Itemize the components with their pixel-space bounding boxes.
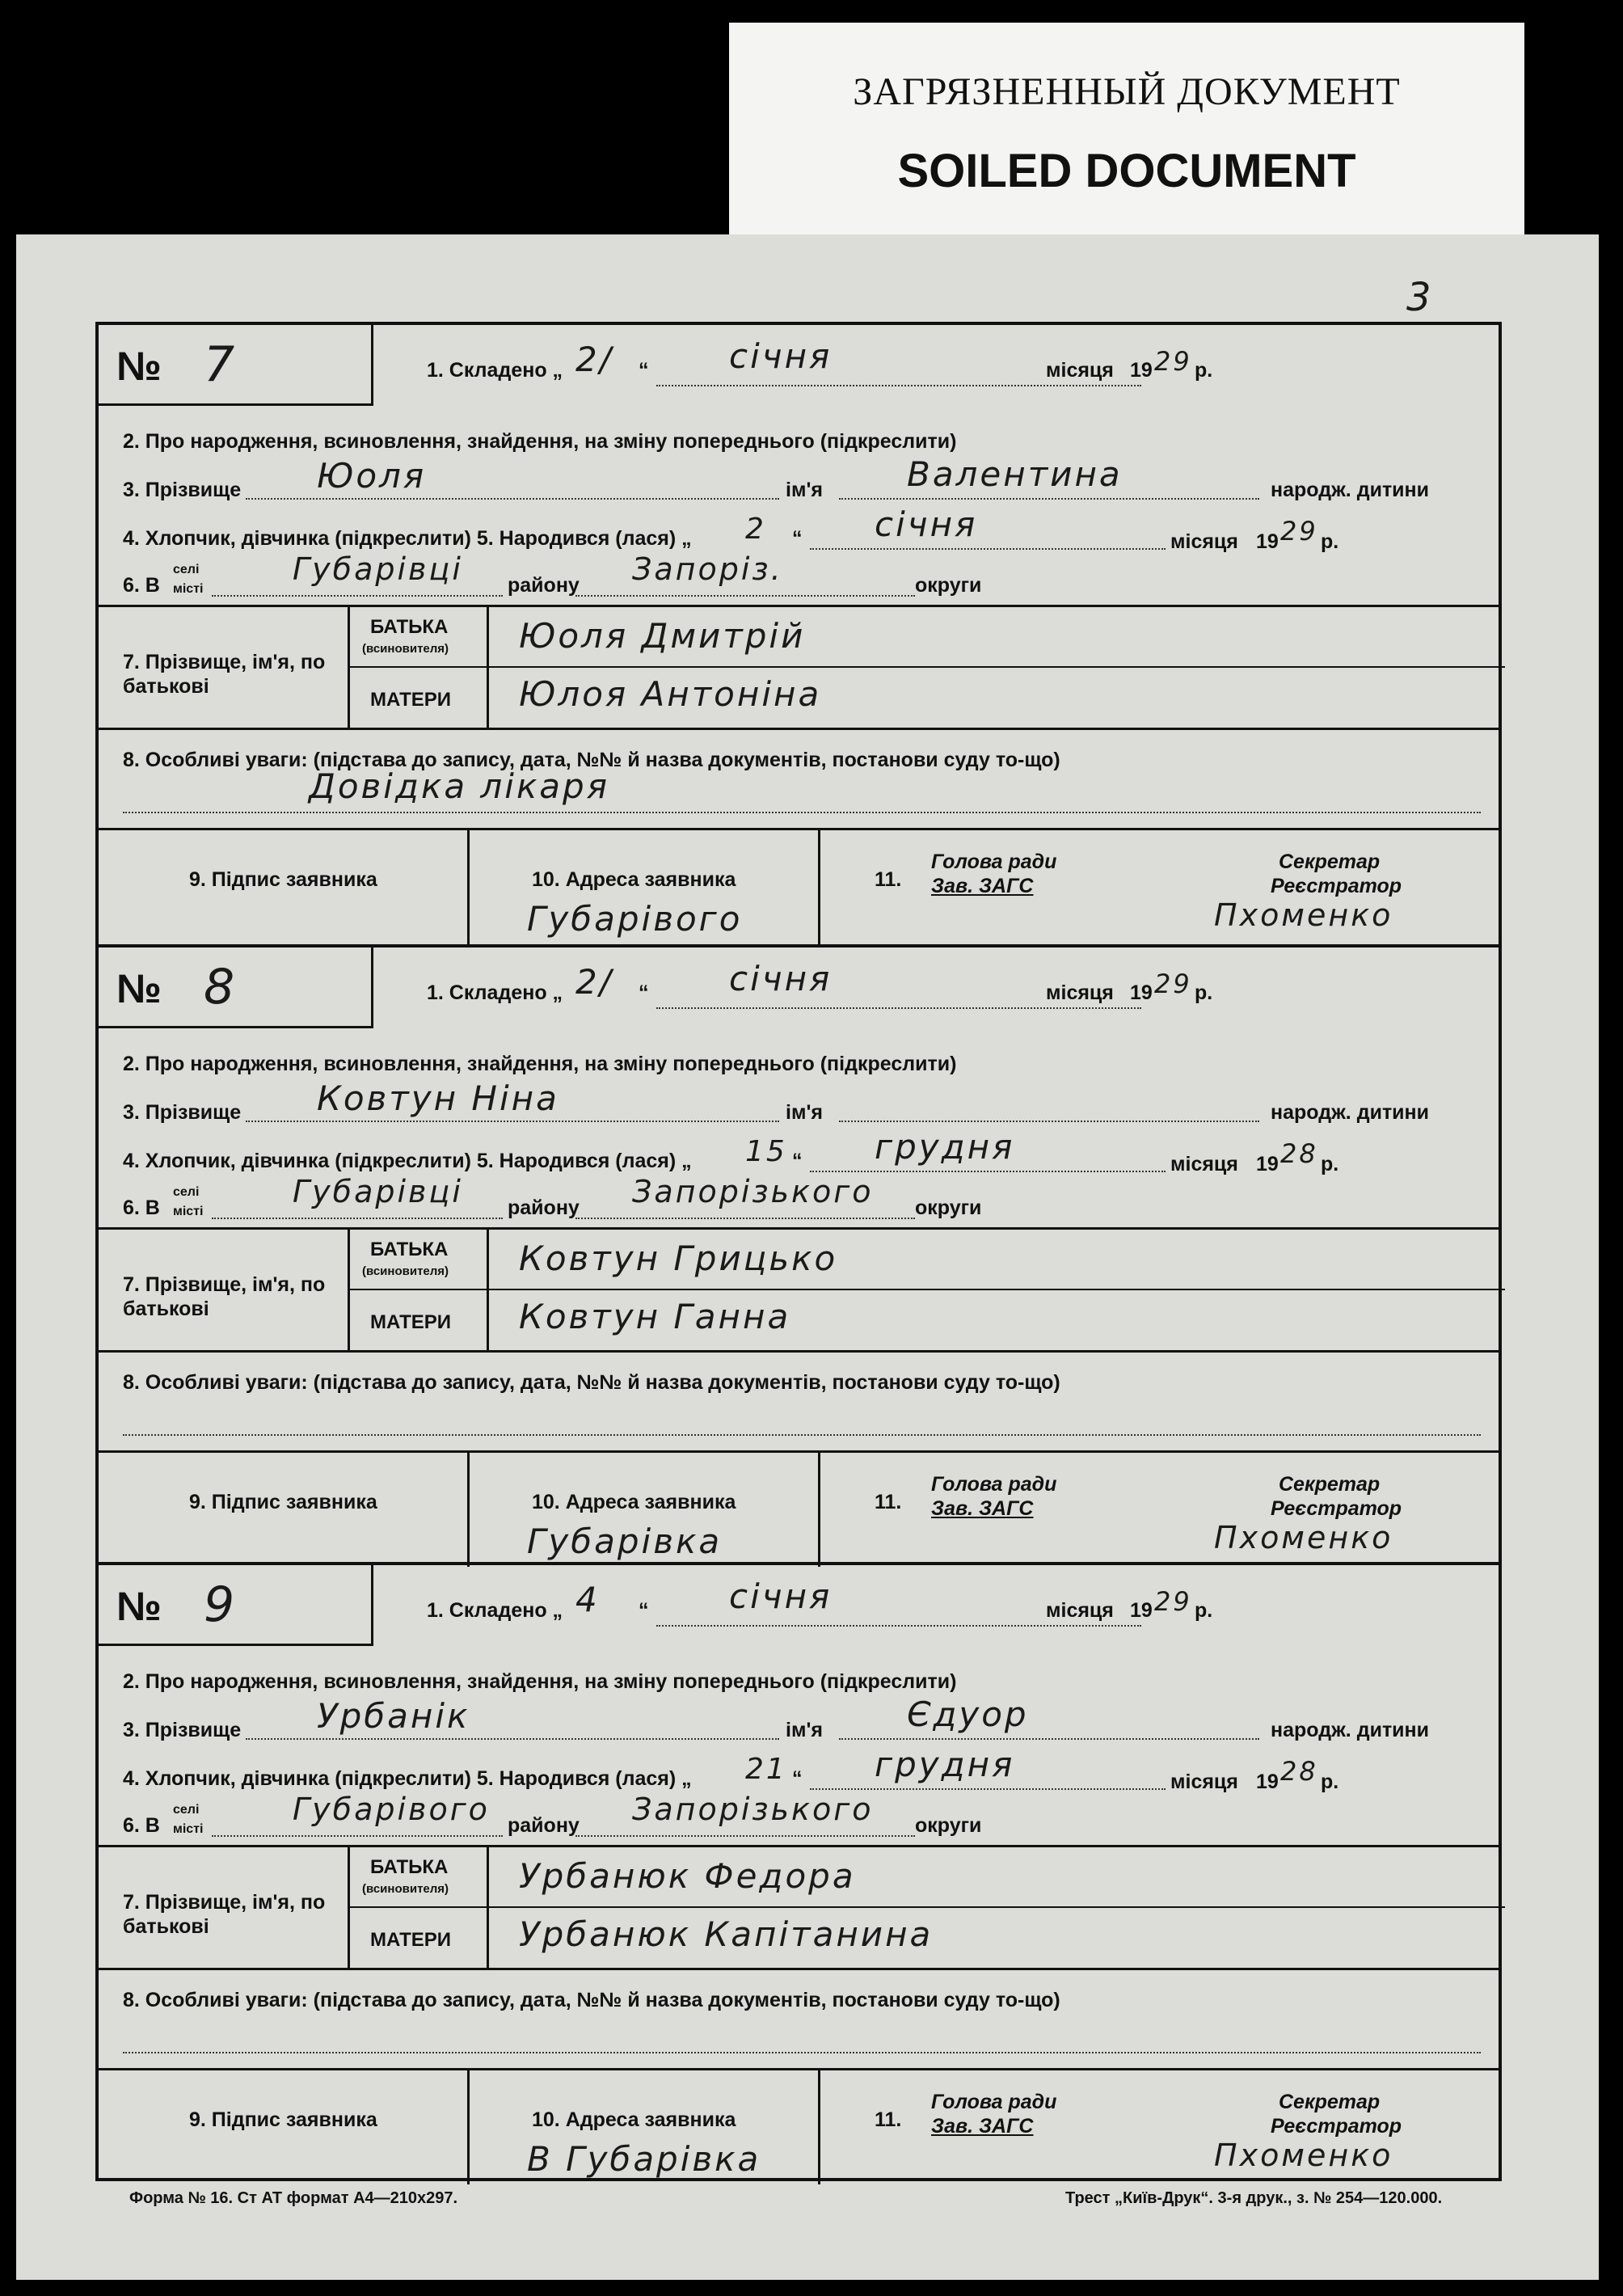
child-surname: Урбанік [317, 1696, 470, 1736]
child-label: народж. дитини [1271, 1719, 1430, 1741]
born-day: 15 [745, 1135, 787, 1168]
city-label: місті [173, 1822, 204, 1836]
registrar-label: Реєстратор [1271, 2115, 1402, 2138]
mother-name: Ковтун Ганна [519, 1297, 791, 1336]
born-month-label: місяця [1170, 1771, 1238, 1793]
born-year-prefix: 19 [1256, 1153, 1279, 1175]
field-notes-label: 8. Особливі уваги: (підстава до запису, дата, №№ й назва документів, постанови суду то-що) [123, 1371, 1060, 1394]
field-surname-label: 3. Прізвище [123, 1719, 242, 1741]
record-number-box [99, 948, 373, 1028]
secretary-label: Секретар [1279, 1473, 1381, 1496]
field-compiled-label: 1. Складено „ [427, 359, 563, 382]
compiled-month: січня [729, 1576, 833, 1616]
okrug-label: округи [915, 1197, 982, 1219]
registrar-signature: Пхоменко [1214, 1520, 1393, 1555]
record-number-box [99, 1565, 373, 1646]
father-name: Ковтун Грицько [519, 1239, 838, 1278]
quote-close-2: “ [792, 527, 803, 550]
adopter-label: (всиновителя) [362, 1264, 449, 1278]
district: Запорізького [632, 1174, 874, 1209]
quote-close: “ [639, 359, 649, 382]
field-notes-label: 8. Особливі уваги: (підстава до запису, дата, №№ й назва документів, постанови суду то-що) [123, 749, 1060, 771]
father-name: Урбанюк Федора [519, 1856, 856, 1896]
number-sign: № [116, 344, 162, 389]
record-number-box [99, 325, 373, 406]
place: Губарівого [293, 1792, 490, 1827]
district-label: району [508, 574, 580, 597]
compiled-year: 29 [1154, 346, 1192, 377]
mother-label: МАТЕРИ [370, 1929, 452, 1951]
field-surname-label: 3. Прізвище [123, 1101, 242, 1124]
applicant-address: Губарівка [527, 1522, 723, 1561]
child-surname: Юоля [317, 456, 427, 496]
mother-name: Юлоя Антоніна [519, 674, 822, 714]
footer-form-code: Форма № 16. Ст АТ формат А4—210х297. [129, 2189, 458, 2207]
field-officials-number: 11. [875, 868, 902, 891]
field-applicant-signature: 9. Підпис заявника [189, 2108, 377, 2131]
born-month-label: місяця [1170, 530, 1238, 553]
given-name-label: ім'я [786, 479, 823, 501]
district-label: району [508, 1814, 580, 1837]
father-label: БАТЬКА [370, 616, 449, 638]
village-label: селі [173, 1185, 200, 1199]
place: Губарівці [293, 551, 463, 587]
place: Губарівці [293, 1174, 463, 1209]
month-label: місяця [1046, 981, 1114, 1004]
compiled-month: січня [729, 336, 833, 376]
field-place-label: 6. В [123, 1814, 160, 1837]
field-compiled-label: 1. Складено „ [427, 981, 563, 1004]
field-parents-label: 7. Прізвище, ім'я, по батькові [123, 1273, 326, 1320]
record-1 [99, 325, 1499, 944]
city-label: місті [173, 582, 204, 596]
secretary-label: Секретар [1279, 850, 1381, 873]
register-frame [95, 322, 1502, 2181]
field-surname-label: 3. Прізвище [123, 479, 242, 501]
okrug-label: округи [915, 1814, 982, 1837]
child-label: народж. дитини [1271, 479, 1430, 501]
page-number: 3 [1406, 275, 1434, 320]
year-prefix: 19 [1130, 981, 1153, 1004]
adopter-label: (всиновителя) [362, 1882, 449, 1896]
registrar-label: Реєстратор [1271, 875, 1402, 897]
zags-label: Зав. ЗАГС [931, 875, 1034, 897]
record-number: 8 [204, 959, 238, 1015]
father-name: Юоля Дмитрій [519, 616, 806, 656]
mother-label: МАТЕРИ [370, 689, 452, 711]
registrar-signature: Пхоменко [1214, 2138, 1393, 2173]
year-suffix: р. [1195, 359, 1213, 382]
year-suffix: р. [1195, 981, 1213, 1004]
field-applicant-address: 10. Адреса заявника [532, 868, 736, 891]
born-day: 21 [745, 1753, 787, 1786]
adopter-label: (всиновителя) [362, 642, 449, 656]
applicant-address: В Губарівка [527, 2139, 761, 2179]
village-label: селі [173, 1803, 200, 1817]
footer-printer: Трест „Київ-Друк“. 3-я друк., з. № 254—120.000. [1065, 2189, 1443, 2207]
secretary-label: Секретар [1279, 2091, 1381, 2113]
born-year-suffix: р. [1321, 530, 1339, 553]
zags-label: Зав. ЗАГС [931, 2115, 1034, 2138]
born-year: 28 [1280, 1756, 1318, 1787]
field-sex-born-label: 4. Хлопчик, дівчинка (підкреслити) 5. Народився (лася) „ [123, 1767, 692, 1790]
quote-close-2: “ [792, 1767, 803, 1790]
field-applicant-address: 10. Адреса заявника [532, 2108, 736, 2131]
born-month: грудня [875, 1127, 1015, 1167]
compiled-day: 2/ [575, 962, 613, 1002]
head-label: Голова ради [931, 1473, 1057, 1496]
compiled-year: 29 [1154, 969, 1192, 999]
born-year-suffix: р. [1321, 1771, 1339, 1793]
born-year-prefix: 19 [1256, 1771, 1279, 1793]
city-label: місті [173, 1205, 204, 1218]
compiled-month: січня [729, 959, 833, 998]
district: Запорізького [632, 1792, 874, 1827]
born-year: 29 [1280, 516, 1318, 547]
quote-close-2: “ [792, 1150, 803, 1172]
child-name: Єдуор [907, 1695, 1029, 1734]
year-prefix: 19 [1130, 359, 1153, 382]
mother-label: МАТЕРИ [370, 1311, 452, 1333]
registrar-label: Реєстратор [1271, 1497, 1402, 1520]
field-applicant-signature: 9. Підпис заявника [189, 1491, 377, 1513]
father-label: БАТЬКА [370, 1856, 449, 1878]
applicant-address: Губарівого [527, 899, 743, 939]
given-name-label: ім'я [786, 1719, 823, 1741]
record-2 [99, 944, 1499, 1562]
quote-close: “ [639, 1599, 649, 1622]
number-sign: № [116, 966, 162, 1011]
label-russian: ЗАГРЯЗНЕННЫЙ ДОКУМЕНТ [853, 70, 1401, 113]
born-month-label: місяця [1170, 1153, 1238, 1175]
registrar-signature: Пхоменко [1214, 897, 1393, 933]
zags-label: Зав. ЗАГС [931, 1497, 1034, 1520]
okrug-label: округи [915, 574, 982, 597]
field-compiled-label: 1. Складено „ [427, 1599, 563, 1622]
number-sign: № [116, 1584, 162, 1629]
field-officials-number: 11. [875, 2108, 902, 2131]
field-parents-label: 7. Прізвище, ім'я, по батькові [123, 651, 326, 698]
field-applicant-signature: 9. Підпис заявника [189, 868, 377, 891]
field-applicant-address: 10. Адреса заявника [532, 1491, 736, 1513]
born-day: 2 [745, 513, 766, 546]
quote-close: “ [639, 981, 649, 1004]
village-label: селі [173, 563, 200, 576]
record-number: 9 [204, 1576, 238, 1633]
field-sex-born-label: 4. Хлопчик, дівчинка (підкреслити) 5. Народився (лася) „ [123, 527, 692, 550]
child-surname: Ковтун Ніна [317, 1078, 559, 1118]
notes: Довідка лікаря [309, 766, 609, 806]
born-year: 28 [1280, 1138, 1318, 1169]
field-notes-label: 8. Особливі уваги: (підстава до запису, дата, №№ й назва документів, постанови суду то-що) [123, 1989, 1060, 2011]
child-name: Валентина [907, 454, 1123, 494]
field-event-type: 2. Про народження, всиновлення, знайдення, на зміну попереднього (підкреслити) [123, 1670, 957, 1693]
field-place-label: 6. В [123, 1197, 160, 1219]
born-year-suffix: р. [1321, 1153, 1339, 1175]
field-place-label: 6. В [123, 574, 160, 597]
month-label: місяця [1046, 359, 1114, 382]
field-event-type: 2. Про народження, всиновлення, знайдення, на зміну попереднього (підкреслити) [123, 1053, 957, 1075]
field-parents-label: 7. Прізвище, ім'я, по батькові [123, 1891, 326, 1938]
field-sex-born-label: 4. Хлопчик, дівчинка (підкреслити) 5. Народився (лася) „ [123, 1150, 692, 1172]
compiled-day: 4 [575, 1580, 600, 1619]
field-officials-number: 11. [875, 1491, 902, 1513]
district-label: району [508, 1197, 580, 1219]
field-event-type: 2. Про народження, всиновлення, знайдення, на зміну попереднього (підкреслити) [123, 430, 957, 453]
given-name-label: ім'я [786, 1101, 823, 1124]
mother-name: Урбанюк Капітанина [519, 1914, 934, 1954]
head-label: Голова ради [931, 850, 1057, 873]
label-english: SOILED DOCUMENT [897, 145, 1356, 197]
compiled-day: 2/ [575, 340, 613, 379]
soiled-document-label [729, 23, 1524, 234]
father-label: БАТЬКА [370, 1239, 449, 1260]
born-month: грудня [875, 1745, 1015, 1784]
child-label: народж. дитини [1271, 1101, 1430, 1124]
head-label: Голова ради [931, 2091, 1057, 2113]
district: Запоріз. [632, 551, 783, 587]
compiled-year: 29 [1154, 1586, 1192, 1617]
year-suffix: р. [1195, 1599, 1213, 1622]
record-3 [99, 1562, 1499, 2178]
born-month: січня [875, 504, 978, 544]
record-number: 7 [204, 336, 238, 393]
month-label: місяця [1046, 1599, 1114, 1622]
born-year-prefix: 19 [1256, 530, 1279, 553]
year-prefix: 19 [1130, 1599, 1153, 1622]
